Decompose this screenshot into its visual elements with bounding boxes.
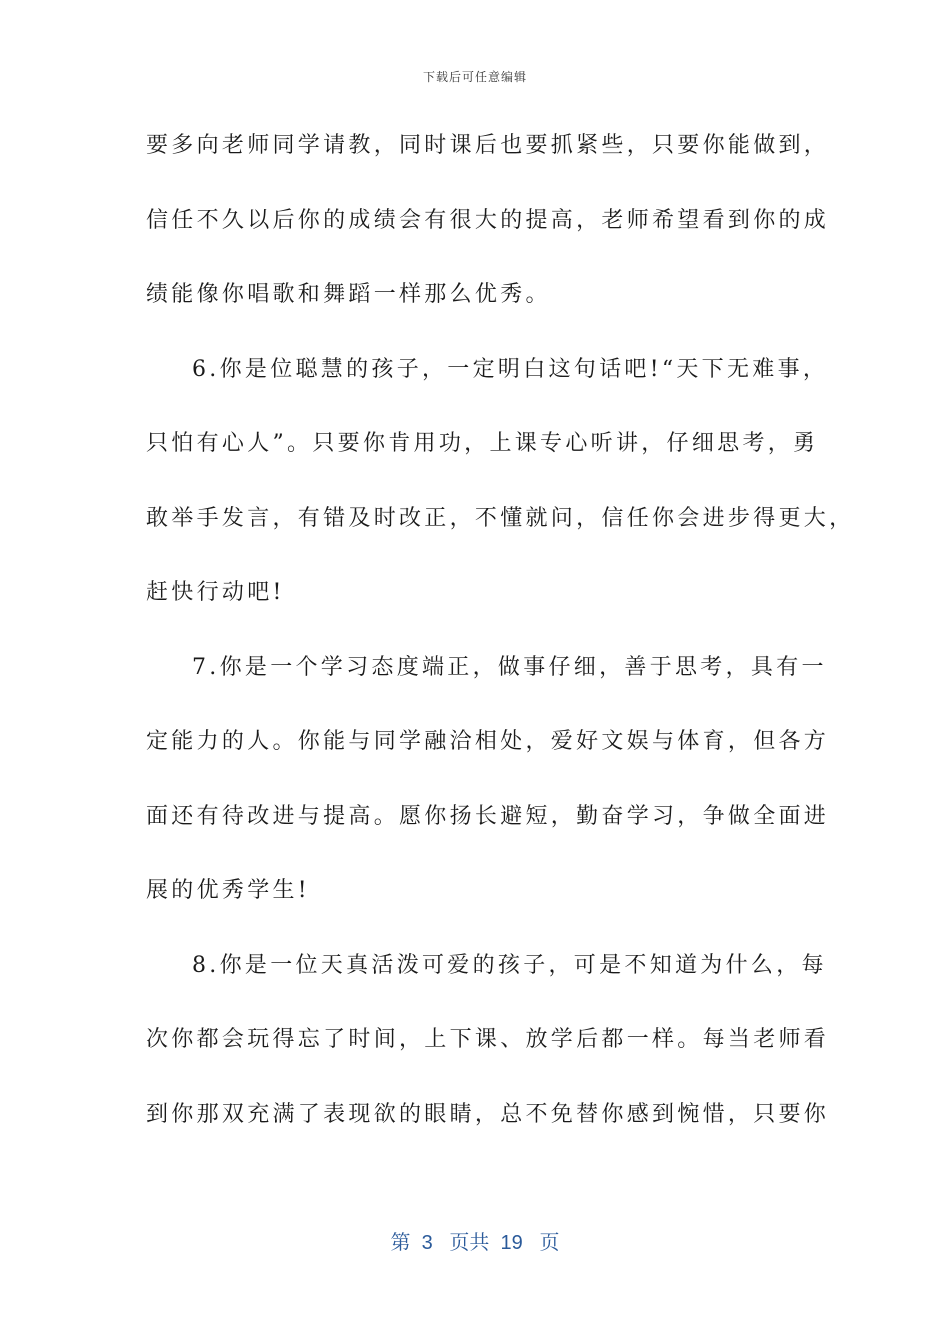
text-line: 到你那双充满了表现欲的眼睛，总不免替你感到惋惜，只要你 (146, 1101, 830, 1127)
header-note: 下载后可任意编辑 (422, 70, 527, 84)
text-line: 面还有待改进与提高。愿你扬长避短，勤奋学习，争做全面进 (146, 803, 830, 829)
text-line: 只怕有心人”。只要你肯用功，上课专心听讲，仔细思考，勇 (146, 431, 819, 456)
text-line: 展的优秀学生! (146, 878, 310, 903)
paragraph-start-line: 6.你是位聪慧的孩子，一定明白这句话吧!“天下无难事， (192, 356, 829, 382)
text-line: 信任不久以后你的成绩会有很大的提高，老师希望看到你的成 (146, 207, 830, 233)
paragraph-start-line: 7.你是一个学习态度端正，做事仔细，善于思考，具有一 (192, 654, 827, 680)
text-line: 定能力的人。你能与同学融洽相处，爱好文娱与体育，但各方 (146, 729, 830, 754)
text-line: 次你都会玩得忘了时间，上下课、放学后都一样。每当老师看 (146, 1027, 830, 1052)
text-line: 敢举手发言，有错及时改正，不懂就问，信任你会进步得更大， (146, 505, 855, 531)
body-text (146, 120, 855, 1163)
page-number: 第 3 页共 19 页 (390, 1232, 560, 1254)
text-line: 要多向老师同学请教，同时课后也要抓紧些，只要你能做到， (146, 133, 830, 158)
text-line: 绩能像你唱歌和舞蹈一样那么优秀。 (146, 282, 551, 307)
text-line: 赶快行动吧! (146, 580, 285, 605)
paragraph-start-line: 8.你是一位天真活泼可爱的孩子，可是不知道为什么，每 (192, 952, 827, 978)
